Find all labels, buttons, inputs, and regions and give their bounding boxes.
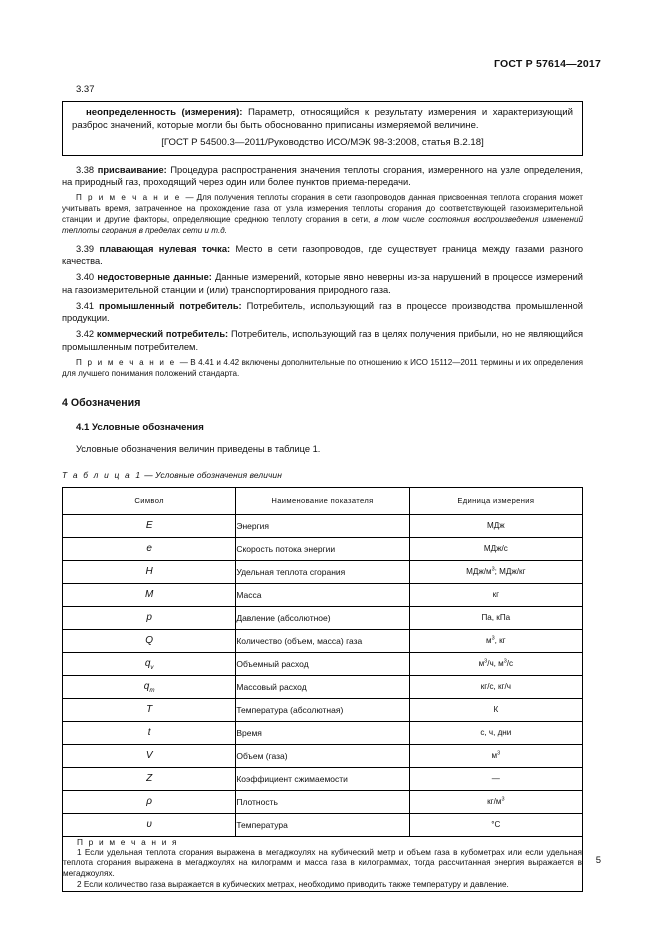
cell-unit: МДж/с [409,537,582,560]
cell-unit: Па, кПа [409,606,582,629]
cell-symbol: V [63,744,236,767]
definition-3-37-text: Параметр, относящийся к результату измерения и характеризующий разброс значений, которые могли бы быть обоснованно приписаны измеряемой величине. [72,107,573,131]
column-header-unit: Единица измерения [409,487,582,514]
symbol-subscript: v [150,664,154,672]
table-row [63,629,583,652]
page-content [62,84,583,892]
cell-symbol: e [63,537,236,560]
cell-unit: К [409,698,582,721]
note-after-3-38-italic: в том числе состояния воспроизведения изменений теплоты сгорания в пределах сети и т.д. [62,215,583,235]
table-notes-title: П р и м е ч а н и я [77,836,179,847]
table-notes-cell [63,836,583,892]
clause-3-39 [62,243,583,268]
cell-name: Объем (газа) [236,744,409,767]
clause-3-41 [62,300,583,325]
cell-symbol: E [63,514,236,537]
clause-3-39-term: плавающая нулевая точка: [99,243,231,254]
cell-unit: $кг/м^3$ [409,790,582,813]
table-note-2: 2 Если количество газа выражается в кубических метрах, необходимо приводить также температуру и давление. [77,880,509,890]
table-row [63,813,583,836]
boxed-definition-3-37 [62,101,583,156]
cell-symbol: ρ [63,790,236,813]
table-note-1: 1 Если удельная теплота сгорания выражена в мегаджоулях на кубический метр и объем газа в кубометрах или если удельная теплота сгорания выражена в мегаджоулях на килограмм и масса газа в килограммах, тогда рассчитанная энергия выражается в мегаджоулях. [63,847,582,879]
note-after-3-38-text: — Для получения теплоты сгорания в сети газопроводов данная присвоенная теплота сгорания может учитывать время, затраченное на прохождение газа от узла измерения теплоты сгорания до соответствующей газоизмерительной станции и другие факторы, определяющие среднюю теплоту сгорания в сети, [62,193,583,225]
table-row [63,744,583,767]
definition-3-37-term: неопределенность (измерения): [86,107,243,118]
note-after-3-42 [62,358,583,380]
symbols-table-foot [63,836,583,892]
note-label: П р и м е ч а н и е [76,357,180,367]
definition-3-37-body [72,107,573,133]
clause-3-39-number: 3.39 [76,243,100,254]
clause-3-41-term: промышленный потребитель: [99,300,242,311]
note-label: П р и м е ч а н и е [76,193,186,203]
cell-name: Масса [236,583,409,606]
cell-name: Энергия [236,514,409,537]
cell-symbol: Z [63,767,236,790]
cell-unit: МДж [409,514,582,537]
cell-unit: °С [409,813,582,836]
section-heading-4: 4 Обозначения [62,396,141,409]
symbols-table [62,487,583,893]
cell-name: Объемный расход [236,652,409,675]
symbols-table-head [63,487,583,514]
table-row [63,790,583,813]
cell-name: Удельная теплота сгорания [236,560,409,583]
cell-symbol: t [63,721,236,744]
clause-3-38-text: Процедура распространения значения теплоты сгорания, измеренного на узле определения, на природный газ, проходящий через один или более пунктов приема-передачи. [62,164,583,188]
cell-symbol: $q_m$ [63,675,236,698]
table-row [63,583,583,606]
clause-3-42-number: 3.42 [76,329,97,340]
clause-3-42-term: коммерческий потребитель: [96,329,229,340]
table-caption-rest: — Условные обозначения величин [141,469,282,480]
cell-unit: — [409,767,582,790]
cell-unit: МДж/$м^3$; МДж/кг [409,560,582,583]
subsection-heading-4-1: 4.1 Условные обозначения [76,421,204,433]
table-row [63,606,583,629]
table-row [63,652,583,675]
column-header-symbol: Символ [63,487,236,514]
clause-number-3-37: 3.37 [76,84,95,95]
cell-name: Коэффициент сжимаемости [236,767,409,790]
cell-name: Время [236,721,409,744]
table-notes-row [63,836,583,892]
cell-name: Давление (абсолютное) [236,606,409,629]
column-header-name: Наименование показателя [236,487,409,514]
section-4-1-lead: Условные обозначения величин приведены в таблице 1. [76,443,321,454]
symbols-table-body [63,514,583,836]
table-row [63,537,583,560]
symbol-subscript: m [149,687,155,695]
table-caption-prefix: Т а б л и ц а 1 [62,469,142,480]
cell-symbol: p [63,606,236,629]
cell-name: Температура [236,813,409,836]
table-row [63,560,583,583]
clause-3-40-number: 3.40 [76,272,98,283]
cell-unit: кг [409,583,582,606]
clause-3-40-text: Данные измерений, которые явно неверны из-за нарушений в процессе измерений на газоизмерительной станции и (или) транспортирования природного газа. [62,272,583,295]
cell-unit: $м^3/ч$, $м^3/с$ [409,652,582,675]
cell-symbol: υ [63,813,236,836]
cell-name: Количество (объем, масса) газа [236,629,409,652]
cell-name: Температура (абсолютная) [236,698,409,721]
clause-3-42 [62,328,583,353]
cell-symbol: T [63,698,236,721]
page-number: 5 [595,855,601,866]
table-caption [62,470,583,480]
clause-3-38 [62,164,583,189]
clause-3-41-number: 3.41 [76,300,100,311]
cell-symbol: H [63,560,236,583]
table-row [63,675,583,698]
table-row [63,698,583,721]
clause-3-41-text: Потребитель, использующий газ в процессе производства промышленной продукции. [62,300,583,324]
definition-3-37-citation: [ГОСТ Р 54500.3—2011/Руководство ИСО/МЭК 98-3:2008, статья В.2.18] [161,136,484,148]
cell-symbol: M [63,583,236,606]
cell-name: Массовый расход [236,675,409,698]
clause-3-39-text: Место в сети газопроводов, где существует граница между газами разного качества. [62,243,583,266]
cell-unit: кг/с, кг/ч [409,675,582,698]
clause-3-40 [62,271,583,296]
cell-symbol: Q [63,629,236,652]
cell-unit: $м^3$, кг [409,629,582,652]
clause-3-38-number: 3.38 [76,164,98,175]
clause-3-38-term: присваивание: [97,164,167,175]
note-after-3-42-text: — В 4.41 и 4.42 включены дополнительные по отношению к ИСО 15112—2011 термины и их определения для лучшего понимания положений стандарта. [62,357,583,378]
table-header-row [63,487,583,514]
table-row [63,514,583,537]
cell-symbol: $q_v$ [63,652,236,675]
table-row [63,767,583,790]
page-header-standard-ref: ГОСТ Р 57614—2017 [493,58,601,70]
cell-unit: с, ч, дни [409,721,582,744]
clause-3-42-text: Потребитель, использующий газ в целях получения прибыли, но не являющийся промышленным потребителем. [62,329,583,352]
cell-name: Скорость потока энергии [236,537,409,560]
cell-name: Плотность [236,790,409,813]
note-after-3-38 [62,193,583,236]
table-row [63,721,583,744]
clause-3-40-term: недостоверные данные: [97,272,212,283]
cell-unit: $м^3$ [409,744,582,767]
